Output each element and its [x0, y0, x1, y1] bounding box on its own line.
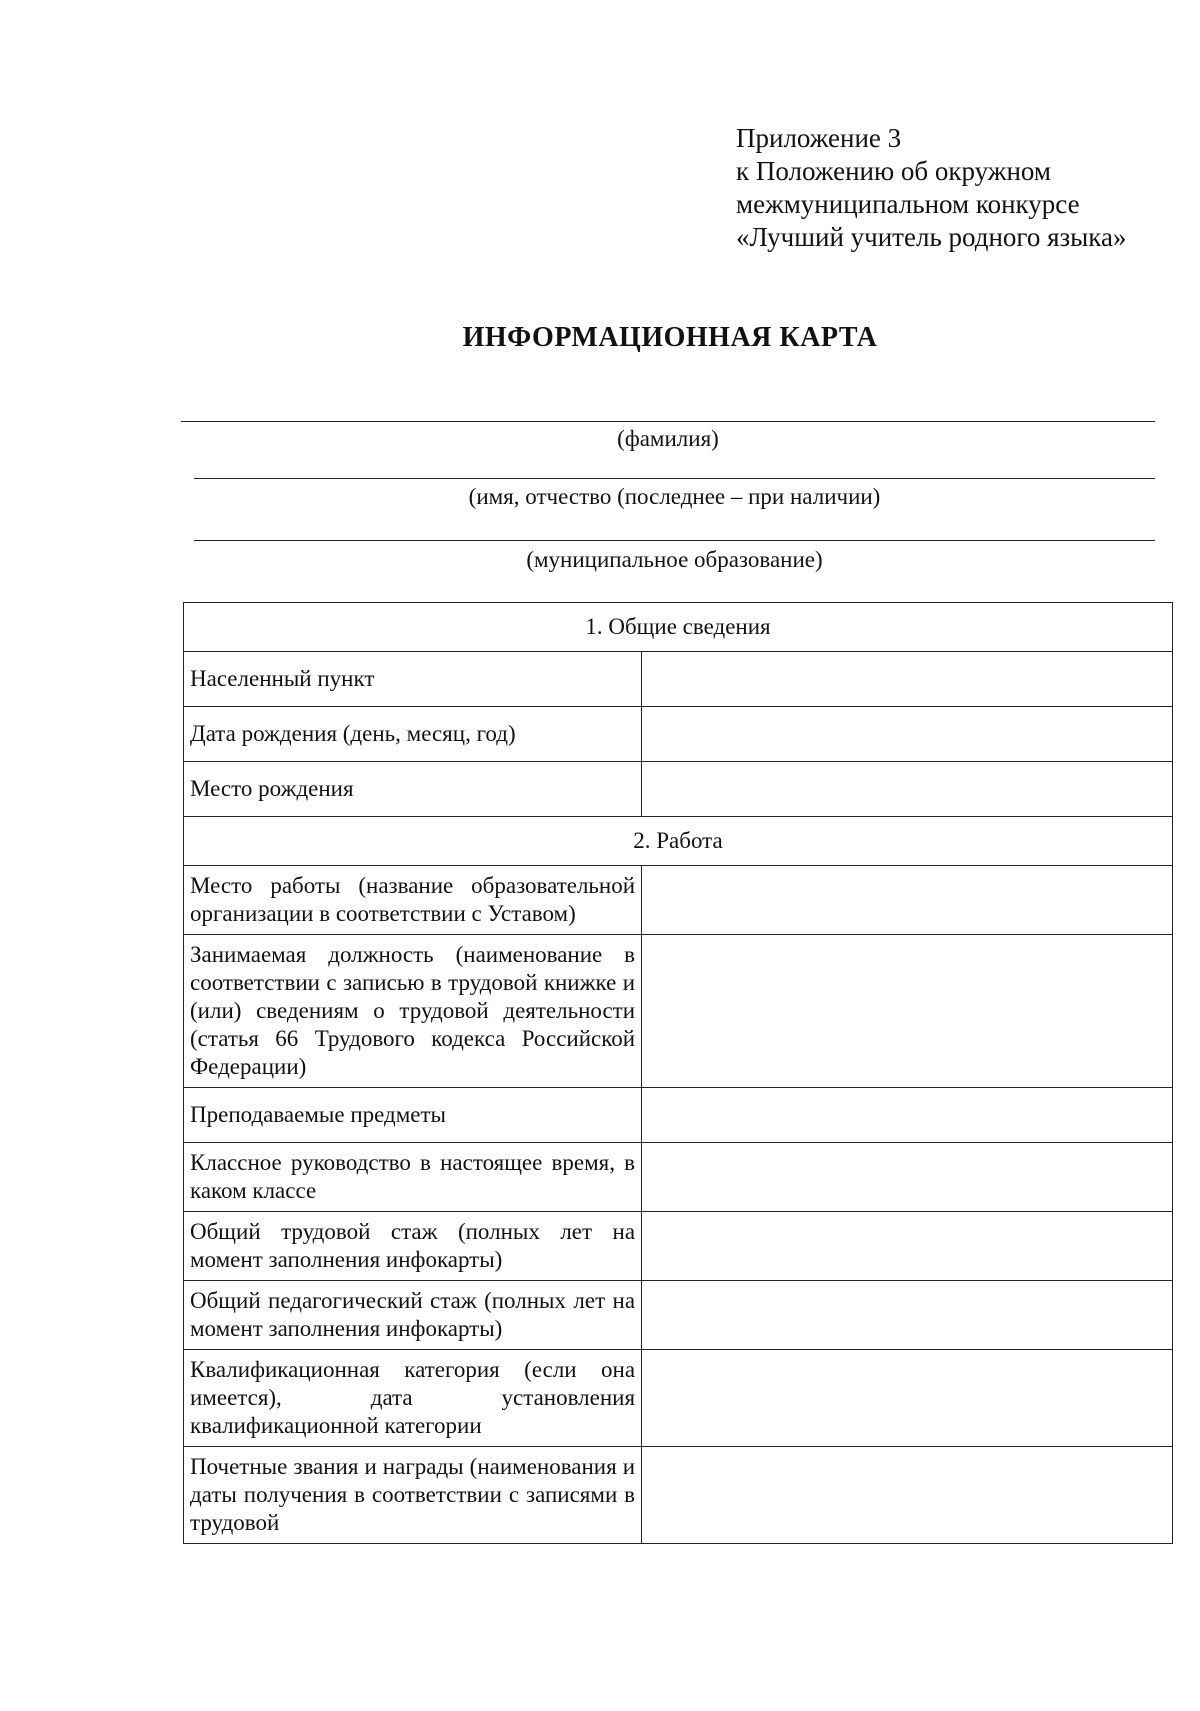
row-label: Почетные звания и награды (наименования и даты получения в соответствии с записями в трудовой [184, 1447, 642, 1544]
table-row [184, 935, 1173, 1088]
section-heading-general: 1. Общие сведения [184, 603, 1173, 652]
row-label: Населенный пункт [184, 652, 642, 707]
row-value-field[interactable] [642, 1447, 1173, 1544]
row-value-field[interactable] [642, 1350, 1173, 1447]
row-label: Место рождения [184, 762, 642, 817]
info-table [183, 602, 1173, 1544]
table-row [184, 866, 1173, 935]
row-label: Место работы (название образовательной организации в соответствии с Уставом) [184, 866, 642, 935]
table-row [184, 762, 1173, 817]
row-value-field[interactable] [642, 935, 1173, 1088]
name-caption: (имя, отчество (последнее – при наличии) [468, 484, 881, 509]
section-heading-work: 2. Работа [184, 817, 1173, 866]
table-row [184, 1143, 1173, 1212]
appendix-line: межмуниципальном конкурсе [736, 189, 1080, 219]
row-label: Квалификационная категория (если она имеется), дата установления квалификационной категории [184, 1350, 642, 1447]
appendix-line: Приложение 3 [736, 123, 902, 153]
row-label: Общий педагогический стаж (полных лет на момент заполнения инфокарты) [184, 1281, 642, 1350]
row-value-field[interactable] [642, 762, 1173, 817]
row-label: Преподаваемые предметы [184, 1088, 642, 1143]
table-row [184, 1447, 1173, 1544]
surname-caption: (фамилия) [617, 426, 719, 451]
row-value-field[interactable] [642, 652, 1173, 707]
row-value-field[interactable] [642, 707, 1173, 762]
name-fill-line[interactable] [194, 478, 1155, 479]
row-value-field[interactable] [642, 1088, 1173, 1143]
row-value-field[interactable] [642, 1281, 1173, 1350]
table-row [184, 1281, 1173, 1350]
table-row [184, 1212, 1173, 1281]
municipality-fill-line[interactable] [194, 540, 1155, 541]
row-label: Занимаемая должность (наименование в соответствии с записью в трудовой книжке и (или) сведениям о трудовой деятельности (статья 66 Трудового кодекса Российской Федерации) [184, 935, 642, 1088]
table-row [184, 1350, 1173, 1447]
row-value-field[interactable] [642, 866, 1173, 935]
row-label: Дата рождения (день, месяц, год) [184, 707, 642, 762]
row-value-field[interactable] [642, 1212, 1173, 1281]
municipality-caption: (муниципальное образование) [526, 547, 823, 572]
appendix-line: к Положению об окружном [736, 156, 1051, 186]
appendix-header [736, 122, 1127, 254]
row-label: Общий трудовой стаж (полных лет на момент заполнения инфокарты) [184, 1212, 642, 1281]
surname-fill-line[interactable] [181, 421, 1155, 422]
appendix-line: «Лучший учитель родного языка» [736, 222, 1127, 252]
table-row [184, 652, 1173, 707]
row-value-field[interactable] [642, 1143, 1173, 1212]
page-title: ИНФОРМАЦИОННАЯ КАРТА [462, 322, 878, 353]
row-label: Классное руководство в настоящее время, в каком классе [184, 1143, 642, 1212]
table-row [184, 707, 1173, 762]
table-row [184, 1088, 1173, 1143]
